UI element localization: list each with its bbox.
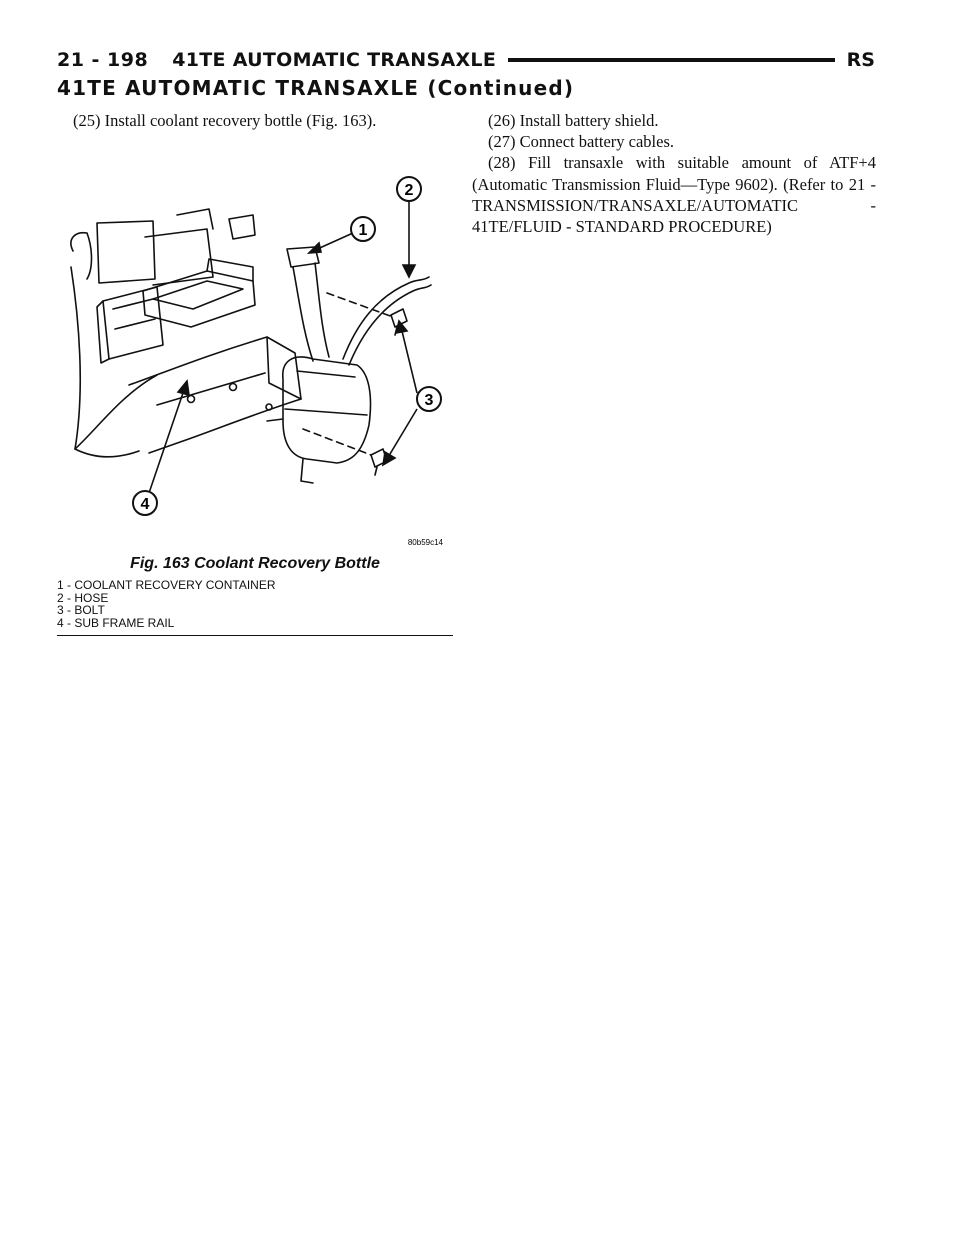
left-column xyxy=(57,110,453,636)
figure-163 xyxy=(57,159,453,636)
callout-4-label: 4 xyxy=(140,496,150,514)
model-code: RS xyxy=(846,49,875,71)
callout-4 xyxy=(133,491,157,515)
coolant-bottle-illustration xyxy=(57,159,453,551)
manual-title: 41TE AUTOMATIC TRANSAXLE xyxy=(172,49,497,71)
figure-legend xyxy=(57,579,453,636)
page-number: 21 - 198 xyxy=(57,49,149,71)
right-column xyxy=(472,110,876,237)
step-27: (27) Connect battery cables. xyxy=(488,132,675,152)
callout-2-label: 2 xyxy=(404,182,414,200)
step-28: (28) Fill transaxle with suitable amount of ATF+4 (Automatic Transmission Fluid—Type 9602). (Refer to 21 - TRANSMISSION/TRANSAXLE/AUTOMATIC - 41TE/FLUID - STANDARD PROCEDURE) xyxy=(472,153,876,237)
step-26: (26) Install battery shield. xyxy=(488,111,659,130)
section-title: 41TE AUTOMATIC TRANSAXLE (Continued) xyxy=(57,76,575,100)
legend-item: 4 - SUB FRAME RAIL xyxy=(57,615,175,630)
callout-2 xyxy=(397,177,421,201)
step-25: (25) Install coolant recovery bottle (Fig. 163). xyxy=(73,111,377,130)
legend-item: 3 - BOLT xyxy=(57,603,105,618)
callout-3-label: 3 xyxy=(424,392,434,410)
legend-item: 2 - HOSE xyxy=(57,590,109,605)
callout-3 xyxy=(417,387,441,411)
page-header xyxy=(57,46,875,74)
callout-1 xyxy=(351,217,375,241)
figure-id: 80b59c14 xyxy=(407,538,443,548)
figure-caption: Fig. 163 Coolant Recovery Bottle xyxy=(130,555,380,573)
callout-1-label: 1 xyxy=(358,222,368,240)
legend-item: 1 - COOLANT RECOVERY CONTAINER xyxy=(57,578,276,593)
header-rule xyxy=(508,58,835,62)
